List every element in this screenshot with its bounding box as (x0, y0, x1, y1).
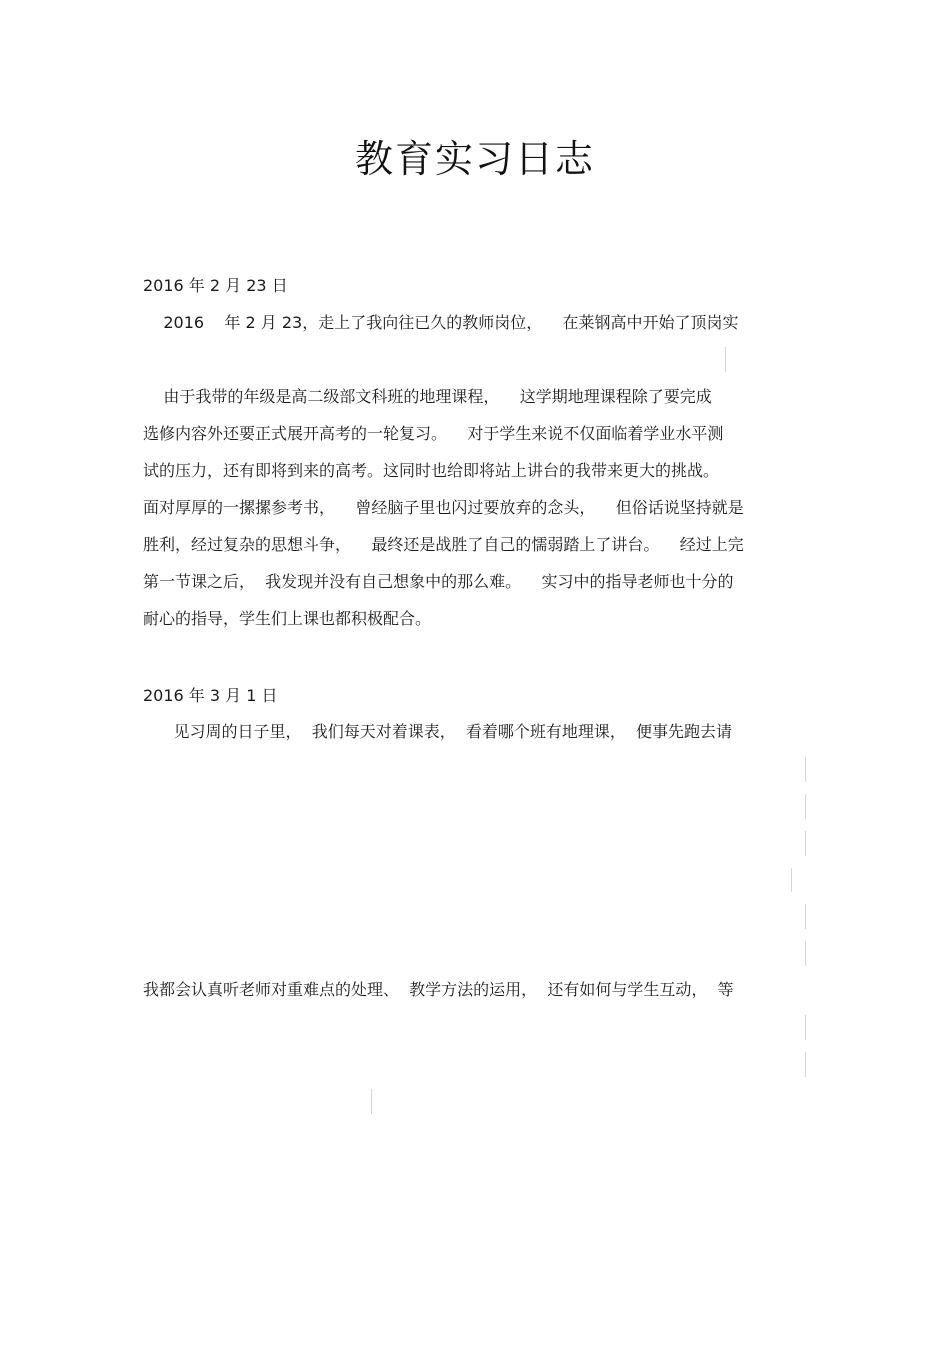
line-end-mark (805, 831, 806, 856)
paragraph-line (143, 1046, 808, 1083)
paragraph-line: 由于我带的年级是高二级部文科班的地理课程， 这学期地理课程除了要完成 (143, 387, 712, 406)
paragraph-line: 见习周的日子里， 我们每天对着课表， 看着哪个班有地理课， 便事先跑去请 (143, 722, 733, 741)
paragraph-line (143, 898, 808, 935)
paragraph-line (143, 788, 808, 825)
line-end-mark (805, 904, 806, 929)
paragraph-line (143, 862, 808, 899)
line-end-mark (805, 941, 806, 966)
paragraph-line: 试的压力，还有即将到来的高考。这同时也给即将站上讲台的我带来更大的挑战。 (143, 461, 720, 480)
line-end-mark (725, 347, 726, 372)
paragraph-line (143, 1009, 808, 1046)
paragraph-line: 胜利，经过复杂的思想斗争， 最终还是战胜了自己的懦弱踏上了讲台。 经过上完 (143, 535, 744, 554)
paragraph-line: 2016 年 2 月 23，走上了我向往已久的教师岗位， 在莱钢高中开始了顶岗实 (143, 313, 739, 332)
paragraph-line: 选修内容外还要正式展开高考的一轮复习。 对于学生来说不仅面临着学业水平测 (143, 424, 724, 443)
paragraph-line: 面对厚厚的一摞摞参考书， 曾经脑子里也闪过要放弃的念头， 但俗话说坚持就是 (143, 498, 744, 517)
line-end-mark (805, 757, 806, 782)
log-entry (143, 678, 808, 1120)
paragraph-line (143, 1083, 808, 1120)
document-title: 教育实习日志 (354, 137, 595, 181)
line-end-mark (805, 1052, 806, 1077)
line-end-mark (791, 868, 792, 893)
line-end-mark (805, 794, 806, 819)
paragraph-line: 我都会认真听老师对重难点的处理、 教学方法的运用， 还有如何与学生互动， 等 (143, 980, 734, 1000)
paragraph-line: 第一节课之后， 我发现并没有自己想象中的那么难。 实习中的指导老师也十分的 (143, 572, 734, 591)
entry-date: 2016 年 2 月 23 日 (143, 276, 288, 295)
paragraph-line (143, 825, 808, 862)
paragraph-line (143, 341, 808, 378)
paragraph-line (143, 751, 808, 788)
line-end-mark (805, 1015, 806, 1040)
paragraph-line (143, 935, 808, 972)
entry-date: 2016 年 3 月 1 日 (143, 686, 278, 705)
line-end-mark (371, 1089, 372, 1114)
log-entry (143, 268, 808, 637)
paragraph-line: 耐心的指导，学生们上课也都积极配合。 (143, 609, 432, 628)
